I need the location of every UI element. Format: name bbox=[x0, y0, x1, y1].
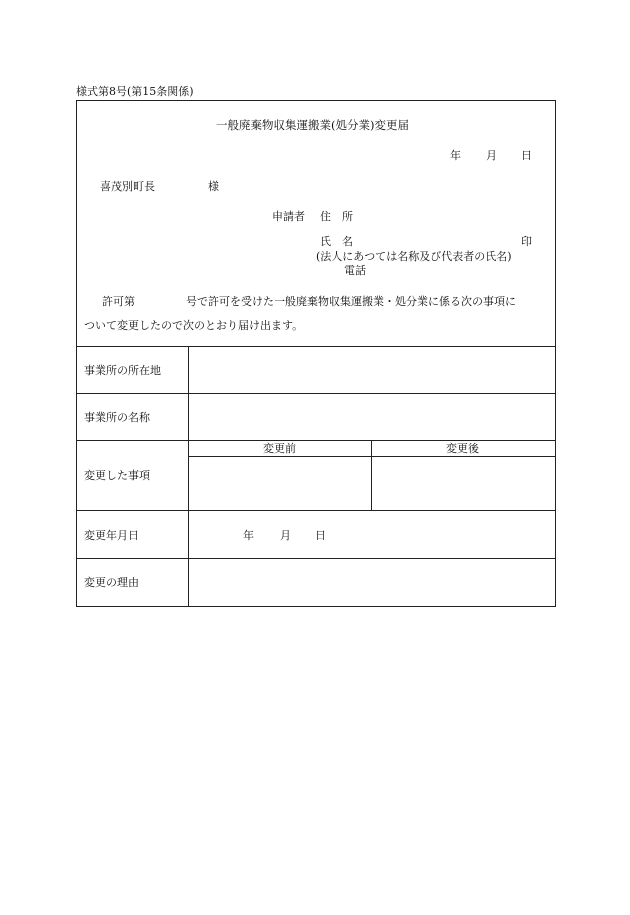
row-divider bbox=[76, 346, 556, 347]
applicant-name-label: 氏 名 bbox=[320, 235, 353, 248]
change-date-month: 月 bbox=[280, 529, 291, 542]
row-label-office-location: 事業所の所在地 bbox=[84, 364, 161, 377]
change-date-year: 年 bbox=[243, 529, 254, 542]
statement-line1: 号で許可を受けた一般廃棄物収集運搬業・処分業に係る次の事項に bbox=[186, 295, 516, 308]
before-after-divider bbox=[371, 440, 372, 510]
phone-label: 電話 bbox=[344, 264, 366, 277]
date-day: 日 bbox=[521, 149, 532, 162]
statement-line2: ついて変更したので次のとおり届け出ます。 bbox=[84, 319, 304, 332]
seal-mark: 印 bbox=[521, 235, 532, 248]
row-divider bbox=[76, 510, 556, 511]
addressee-suffix: 様 bbox=[208, 180, 219, 193]
form-number: 様式第8号(第15条関係) bbox=[76, 85, 194, 98]
row-divider bbox=[76, 393, 556, 394]
applicant-address-label: 住 所 bbox=[320, 210, 353, 223]
change-date-day: 日 bbox=[315, 529, 326, 542]
row-label-change-reason: 変更の理由 bbox=[84, 576, 139, 589]
row-divider bbox=[76, 440, 556, 441]
header-after: 変更後 bbox=[446, 442, 479, 455]
header-before: 変更前 bbox=[263, 442, 296, 455]
date-year: 年 bbox=[450, 149, 461, 162]
date-month: 月 bbox=[486, 149, 497, 162]
statement-prefix: 許可第 bbox=[102, 295, 135, 308]
row-label-office-name: 事業所の名称 bbox=[84, 411, 150, 424]
row-divider bbox=[76, 558, 556, 559]
row-label-change-date: 変更年月日 bbox=[84, 529, 139, 542]
row-label-changed-items: 変更した事項 bbox=[84, 469, 150, 482]
applicant-label: 申請者 bbox=[272, 210, 305, 223]
corporate-note: (法人にあつては名称及び代表者の氏名) bbox=[316, 250, 512, 263]
form-title: 一般廃棄物収集運搬業(処分業)変更届 bbox=[216, 118, 409, 132]
addressee-name: 喜茂別町長 bbox=[100, 180, 155, 193]
label-column-divider bbox=[188, 346, 189, 607]
change-header-divider bbox=[188, 456, 556, 457]
